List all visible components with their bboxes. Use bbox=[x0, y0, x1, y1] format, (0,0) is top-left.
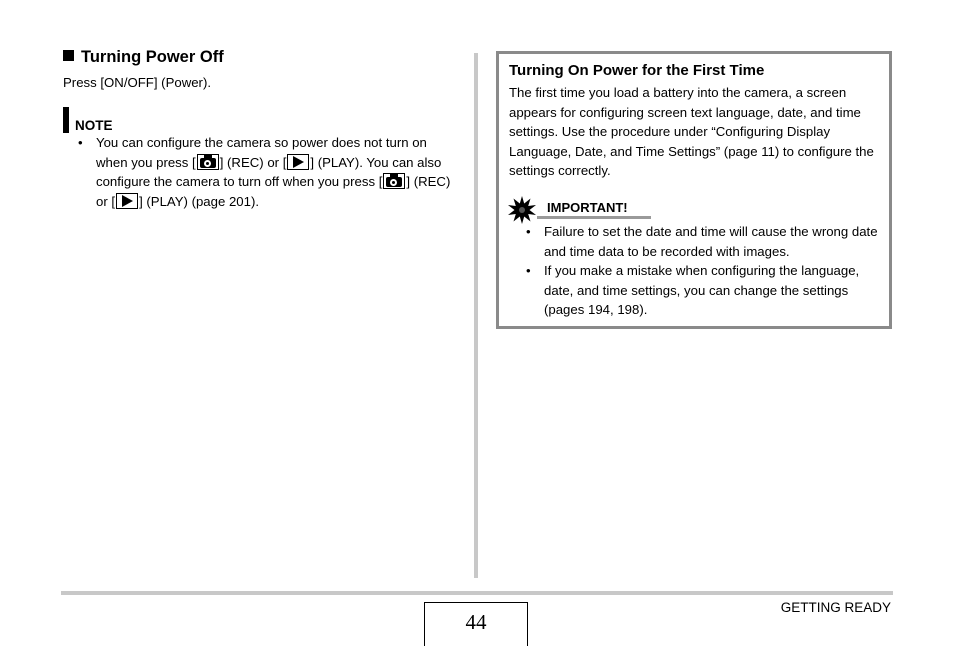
list-item: • If you make a mistake when configuring the language, date, and time settings, you can change the settings (pages 194, 198). bbox=[524, 261, 878, 320]
footer-rule bbox=[61, 591, 893, 595]
important-burst-icon bbox=[508, 196, 536, 224]
box-title: Turning On Power for the First Time bbox=[509, 62, 765, 79]
note-item: • You can configure the camera so power does not turn on when you press [ ] (REC) or [ ] (PLAY). You can also configure the camera to turn off when you press [ ] (REC) or [ ] (PLAY) (page 201). bbox=[76, 133, 462, 211]
important-underline bbox=[537, 216, 651, 219]
page-number: 44 bbox=[424, 602, 528, 646]
instruction-text: Press [ON/OFF] (Power). bbox=[63, 75, 212, 90]
rec-camera-icon bbox=[383, 173, 405, 189]
important-list bbox=[524, 222, 878, 320]
note-marker bbox=[63, 107, 69, 133]
play-icon bbox=[287, 154, 309, 170]
list-item: • Failure to set the date and time will cause the wrong date and time data to be recorded with images. bbox=[524, 222, 878, 261]
square-bullet-icon bbox=[63, 50, 74, 61]
play-icon bbox=[116, 193, 138, 209]
note-label: NOTE bbox=[75, 118, 113, 133]
important-label: IMPORTANT! bbox=[547, 200, 628, 215]
note-list bbox=[76, 133, 462, 211]
section-heading-text: Turning Power Off bbox=[81, 48, 224, 66]
section-heading bbox=[63, 48, 224, 67]
column-divider bbox=[474, 53, 478, 578]
rec-camera-icon bbox=[197, 154, 219, 170]
section-label: GETTING READY bbox=[780, 600, 891, 615]
box-paragraph: The first time you load a battery into the camera, a screen appears for configuring screen text language, date, and time settings. Use the procedure under “Configuring Display Language, Date, and Time Settings” (page 11) to configure the settings correctly. bbox=[509, 85, 874, 179]
